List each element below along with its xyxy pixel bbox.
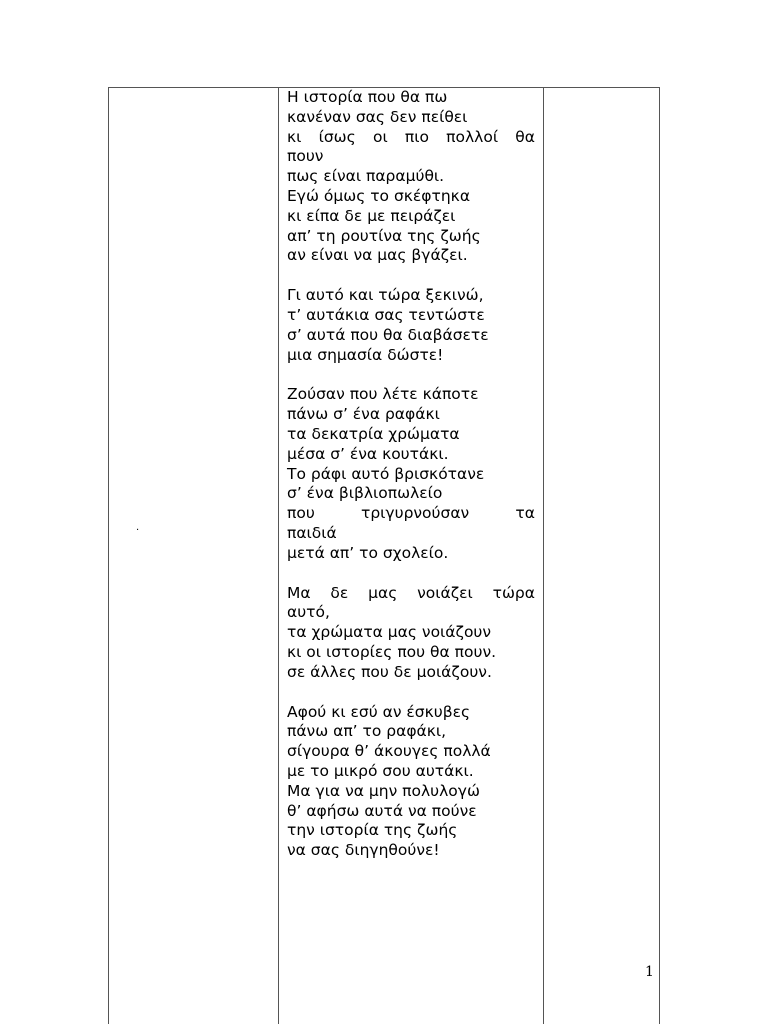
page-number: 1 bbox=[645, 964, 654, 980]
poem-line: Μα δε μας νοιάζει τώρα bbox=[287, 583, 535, 602]
stanza bbox=[287, 584, 535, 683]
poem-line: κι οι ιστορίες που θα πουν. bbox=[287, 642, 497, 661]
stanza bbox=[287, 703, 535, 861]
poem-line: σε άλλες που δε μοιάζουν. bbox=[287, 662, 492, 681]
poem-line: παιδιά bbox=[287, 523, 337, 542]
poem-line: Το ράφι αυτό βρισκότανε bbox=[287, 464, 485, 483]
poem-line: μετά απ’ το σχολείο. bbox=[287, 543, 449, 562]
poem-line: πως είναι παραμύθι. bbox=[287, 167, 445, 186]
poem-line: που τριγυρνούσαν τα bbox=[287, 504, 535, 523]
column-divider-left bbox=[278, 88, 279, 1024]
poem-line: απ’ τη ρουτίνα της ζωής bbox=[287, 226, 481, 245]
poem-text bbox=[287, 88, 535, 881]
poem-line: κανέναν σας δεν πείθει bbox=[287, 107, 468, 126]
poem-line: τ’ αυτάκια σας τεντώστε bbox=[287, 305, 485, 324]
column-divider-right bbox=[543, 88, 544, 1024]
poem-line: Γι αυτό και τώρα ξεκινώ, bbox=[287, 286, 484, 305]
poem-line: αυτό, bbox=[287, 603, 330, 622]
poem-line: τα χρώματα μας νοιάζουν bbox=[287, 623, 492, 642]
left-cell-mark: . bbox=[136, 522, 140, 533]
poem-line: Μα για να μην πολυλογώ bbox=[287, 781, 480, 800]
poem-line: σ’ αυτά που θα διαβάσετε bbox=[287, 325, 489, 344]
poem-line: με το μικρό σου αυτάκι. bbox=[287, 761, 474, 780]
poem-line: πουν bbox=[287, 147, 324, 166]
poem-line: Η ιστορία που θα πω bbox=[287, 88, 448, 106]
poem-line: μια σημασία δώστε! bbox=[287, 345, 444, 364]
poem-line: πάνω απ’ το ραφάκι, bbox=[287, 722, 447, 741]
poem-line: να σας διηγηθούνε! bbox=[287, 841, 440, 860]
poem-line: μέσα σ’ ένα κουτάκι. bbox=[287, 444, 449, 463]
poem-line: κι είπα δε με πειράζει bbox=[287, 206, 456, 225]
poem-line: θ’ αφήσω αυτά να πούνε bbox=[287, 801, 477, 820]
poem-line: αν είναι να μας βγάζει. bbox=[287, 246, 468, 265]
poem-line: σίγουρα θ’ άκουγες πολλά bbox=[287, 742, 491, 761]
poem-line: Ζούσαν που λέτε κάποτε bbox=[287, 385, 479, 404]
poem-line: σ’ ένα βιβλιοπωλείο bbox=[287, 484, 443, 503]
poem-line: την ιστορία της ζωής bbox=[287, 821, 458, 840]
poem-table bbox=[108, 87, 660, 1024]
poem-line: πάνω σ’ ένα ραφάκι bbox=[287, 405, 440, 424]
stanza bbox=[287, 385, 535, 563]
stanza bbox=[287, 88, 535, 266]
stanza bbox=[287, 286, 535, 365]
poem-line: τα δεκατρία χρώματα bbox=[287, 424, 460, 443]
poem-line: Αφού κι εσύ αν έσκυβες bbox=[287, 702, 471, 721]
poem-line: κι ίσως οι πιο πολλοί θα bbox=[287, 127, 535, 146]
poem-line: Εγώ όμως το σκέφτηκα bbox=[287, 186, 471, 205]
